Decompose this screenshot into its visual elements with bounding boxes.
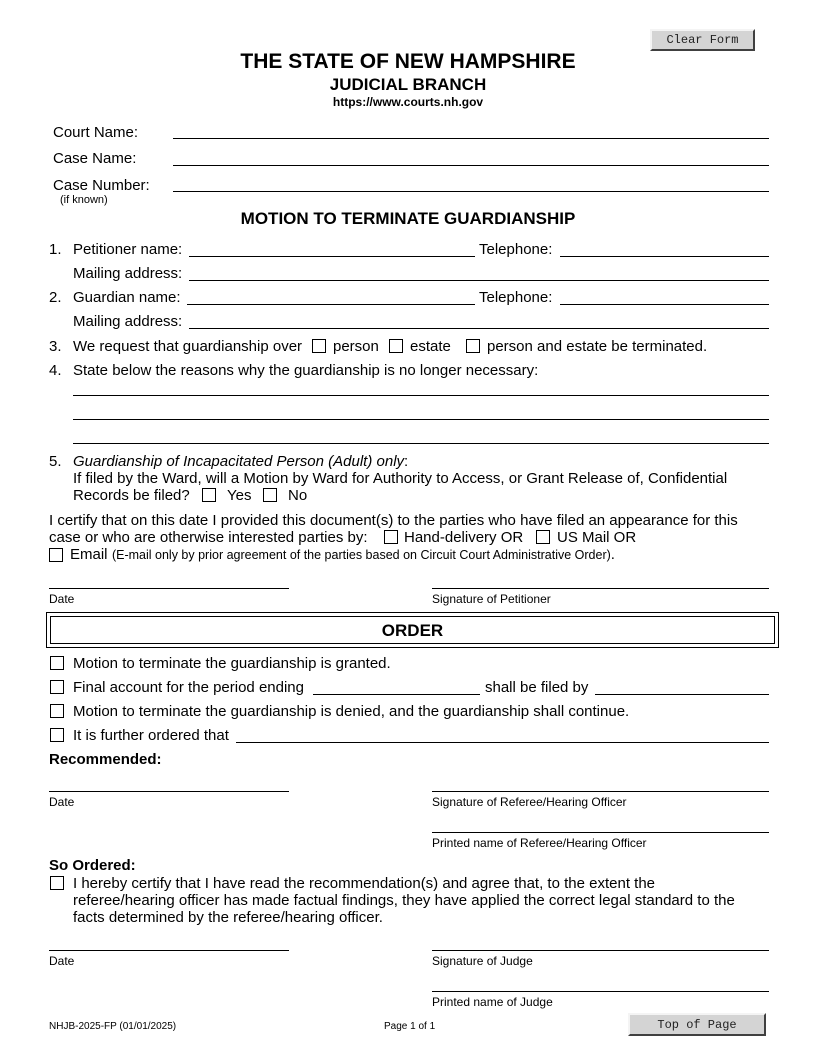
guardian-telephone-label: Telephone: [479, 289, 553, 306]
email-line [70, 546, 615, 564]
reasons-field-line-1[interactable] [73, 395, 769, 396]
petitioner-name-field[interactable] [189, 256, 475, 257]
court-name-field[interactable] [173, 138, 769, 139]
petitioner-date-field[interactable] [49, 588, 289, 589]
reasons-field-line-3[interactable] [73, 443, 769, 444]
court-name-label: Court Name: [53, 124, 139, 141]
period-ending-field[interactable] [313, 694, 480, 695]
us-mail-checkbox[interactable] [536, 530, 550, 544]
filed-by-field[interactable] [595, 694, 769, 695]
item-5-heading [73, 453, 408, 471]
petitioner-mailing-label: Mailing address: [73, 265, 183, 282]
branch-title: JUDICIAL BRANCH [329, 75, 487, 94]
recommended-heading: Recommended: [49, 751, 162, 768]
email-checkbox[interactable] [49, 548, 63, 562]
state-title: THE STATE OF NEW HAMPSHIRE [240, 50, 576, 73]
item-3-number: 3. [49, 338, 62, 355]
no-checkbox[interactable] [263, 488, 277, 502]
item-5-number: 5. [49, 453, 62, 470]
petitioner-signature-field[interactable] [432, 588, 769, 589]
us-mail-label: US Mail OR [557, 529, 637, 546]
page-number: Page 1 of 1 [384, 1021, 436, 1032]
further-ordered-field[interactable] [236, 742, 769, 743]
certify-line-1: I certify that on this date I provided this document(s) to the parties who have filed an appearance for this [49, 512, 738, 529]
petitioner-name-label: Petitioner name: [73, 241, 183, 258]
judge-certify-checkbox[interactable] [50, 876, 64, 890]
final-account-label: Final account for the period ending [73, 679, 304, 696]
referee-signature-field[interactable] [432, 791, 769, 792]
guardian-mailing-field[interactable] [189, 328, 769, 329]
hand-delivery-label: Hand-delivery OR [404, 529, 524, 546]
filed-by-label: shall be filed by [485, 679, 589, 696]
petitioner-telephone-label: Telephone: [479, 241, 553, 258]
request-label: We request that guardianship over [73, 338, 303, 355]
reasons-label: State below the reasons why the guardianship is no longer necessary: [73, 362, 539, 379]
petitioner-signature-label: Signature of Petitioner [432, 592, 551, 606]
no-label: No [288, 487, 308, 504]
form-id: NHJB-2025-FP (01/01/2025) [49, 1021, 177, 1032]
clear-form-button[interactable]: Clear Form [650, 29, 755, 51]
petitioner-mailing-field[interactable] [189, 280, 769, 281]
estate-checkbox[interactable] [389, 339, 403, 353]
case-name-label: Case Name: [53, 150, 137, 167]
referee-date-field[interactable] [49, 791, 289, 792]
email-label: Email [70, 546, 108, 563]
order-box [46, 612, 779, 648]
judge-printed-name-label: Printed name of Judge [432, 995, 553, 1009]
order-denied-label: Motion to terminate the guardianship is denied, and the guardianship shall continue. [73, 703, 630, 720]
certify-line-2: case or who are otherwise interested parties by: [49, 529, 368, 546]
item-5-question-line-1: If filed by the Ward, will a Motion by Ward for Authority to Access, or Grant Release of, Confidential [73, 470, 728, 487]
petitioner-telephone-field[interactable] [560, 256, 769, 257]
so-ordered-heading: So Ordered: [49, 857, 136, 874]
final-account-checkbox[interactable] [50, 680, 64, 694]
judge-certify-line-2: referee/hearing officer has made factual findings, they have applied the correct legal standard to the [73, 892, 735, 909]
judge-signature-field[interactable] [432, 950, 769, 951]
person-label: person [333, 338, 379, 355]
item-5-question-line-2: Records be filed? [73, 487, 190, 504]
person-checkbox[interactable] [312, 339, 326, 353]
petitioner-date-label: Date [49, 592, 75, 606]
referee-printed-name-field[interactable] [432, 832, 769, 833]
person-and-estate-checkbox[interactable] [466, 339, 480, 353]
top-of-page-button[interactable]: Top of Page [628, 1013, 766, 1036]
yes-checkbox[interactable] [202, 488, 216, 502]
order-heading: ORDER [381, 621, 444, 640]
judge-date-field[interactable] [49, 950, 289, 951]
order-granted-checkbox[interactable] [50, 656, 64, 670]
if-known-note: (if known) [60, 194, 108, 206]
item-1-number: 1. [49, 241, 62, 258]
guardian-telephone-field[interactable] [560, 304, 769, 305]
court-url: https://www.courts.nh.gov [332, 95, 484, 109]
person-and-estate-label: person and estate be terminated. [487, 338, 708, 355]
referee-printed-name-label: Printed name of Referee/Hearing Officer [432, 836, 647, 850]
judge-certify-line-1: I hereby certify that I have read the recommendation(s) and agree that, to the extent the [73, 875, 656, 892]
form-title: MOTION TO TERMINATE GUARDIANSHIP [240, 209, 576, 228]
judge-certify-line-3: facts determined by the referee/hearing officer. [73, 909, 383, 926]
item-2-number: 2. [49, 289, 62, 306]
further-ordered-label: It is further ordered that [73, 727, 229, 744]
case-number-field[interactable] [173, 191, 769, 192]
guardian-mailing-label: Mailing address: [73, 313, 183, 330]
estate-label: estate [410, 338, 451, 355]
email-period: . [610, 546, 615, 563]
reasons-field-line-2[interactable] [73, 419, 769, 420]
judge-signature-label: Signature of Judge [432, 954, 533, 968]
case-name-field[interactable] [173, 165, 769, 166]
guardian-name-label: Guardian name: [73, 289, 181, 306]
item-4-number: 4. [49, 362, 62, 379]
referee-signature-label: Signature of Referee/Hearing Officer [432, 795, 627, 809]
order-denied-checkbox[interactable] [50, 704, 64, 718]
further-ordered-checkbox[interactable] [50, 728, 64, 742]
judge-date-label: Date [49, 954, 75, 968]
judge-printed-name-field[interactable] [432, 991, 769, 992]
item-5-title: Guardianship of Incapacitated Person (Adult) only [73, 453, 405, 470]
case-number-label: Case Number: [53, 177, 150, 194]
yes-label: Yes [227, 487, 252, 504]
item-5-colon: : [404, 453, 409, 470]
guardian-name-field[interactable] [187, 304, 475, 305]
hand-delivery-checkbox[interactable] [384, 530, 398, 544]
referee-date-label: Date [49, 795, 75, 809]
email-note: (E-mail only by prior agreement of the parties based on Circuit Court Administrative Order) [111, 548, 611, 562]
order-granted-label: Motion to terminate the guardianship is granted. [73, 655, 391, 672]
